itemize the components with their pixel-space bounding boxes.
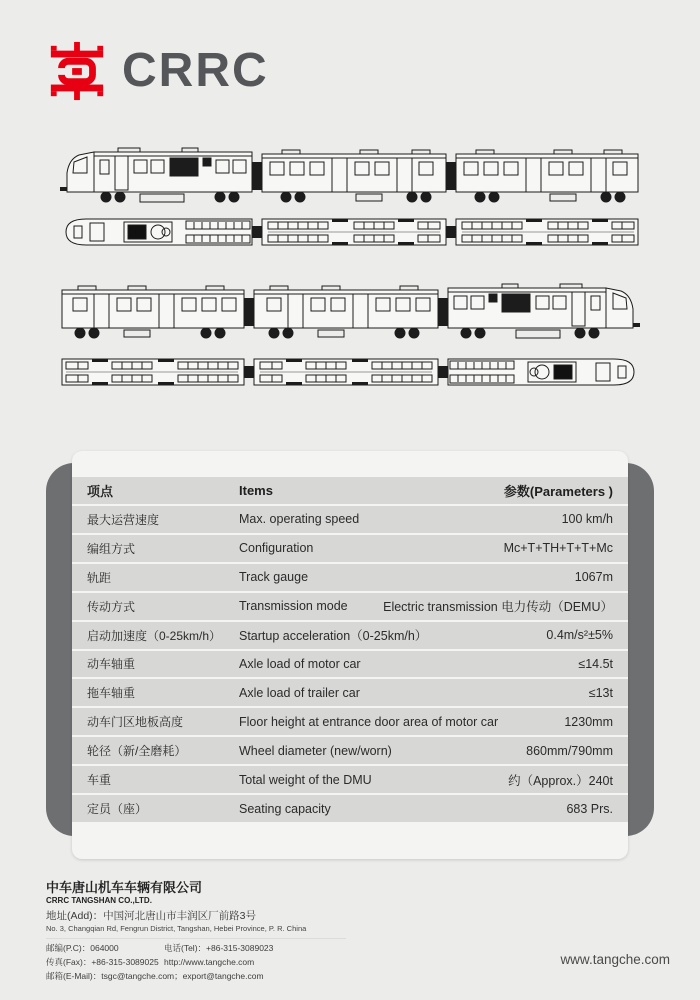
telephone: 电话(Tel)：+86-315-3089023 [164,943,274,953]
train-side-view-nose-right [60,278,640,342]
train-plan-view-nose-right [60,352,640,392]
row-label-en: Configuration [239,541,314,556]
row-value: 1230mm [564,714,613,729]
address-en: No. 3, Changqian Rd, Fengrun District, Tangshan, Hebei Province, P. R. China [46,924,307,933]
footer-contact-line [46,956,346,969]
row-label-cn: 动车轴重 [87,657,136,672]
row-label-cn: 定员（座） [87,802,148,817]
table-row [72,735,628,764]
table-row [72,562,628,591]
table-row [72,793,628,822]
table-row [72,504,628,533]
row-label-en: Total weight of the DMU [239,772,372,787]
row-label-en: Max. operating speed [239,512,360,527]
row-label-cn: 传动方式 [87,599,136,614]
row-value: 860mm/790mm [526,743,613,758]
row-value: Mc+T+TH+T+T+Mc [503,541,613,556]
row-label-en: Wheel diameter (new/worn) [239,743,392,758]
row-label-en: Seating capacity [239,801,331,816]
company-name-cn: 中车唐山机车车辆有限公司 [46,880,203,895]
row-label-cn: 轮径（新/全磨耗） [87,744,187,759]
table-row [72,677,628,706]
site-url-bottom-right: www.tangche.com [560,952,670,967]
table-header-row [72,477,628,504]
header-parameters: 参数(Parameters ) [503,483,613,499]
row-value: 约（Approx.）240t [508,773,613,788]
train-plan-view-nose-left [60,212,640,252]
brand-wordmark: CRRC [122,44,269,97]
header-item-en: Items [239,482,273,498]
row-label-cn: 编组方式 [87,541,136,556]
row-label-cn: 轨距 [87,570,112,585]
table-row [72,649,628,678]
row-value: ≤14.5t [578,656,613,671]
row-label-en: Transmission mode [239,599,348,614]
row-label-cn: 启动加速度（0-25km/h） [87,628,222,643]
company-name-en: CRRC TANGSHAN CO.,LTD. [46,896,152,905]
footer [46,880,346,983]
row-label-cn: 车重 [87,773,112,788]
postcode: 邮编(P.C)：064000 [46,943,119,953]
table-row [72,591,628,620]
row-label-en: Axle load of motor car [239,656,361,671]
row-label-en: Startup acceleration（0-25km/h） [239,629,428,644]
row-label-cn: 动车门区地板高度 [87,715,184,730]
row-value: 100 km/h [561,512,613,527]
row-label-en: Axle load of trailer car [239,685,360,700]
spec-table [72,477,628,822]
email: 邮箱(E-Mail)：tsgc@tangche.com；export@tangche.com [46,971,264,981]
row-label-cn: 拖车轴重 [87,686,136,701]
table-row [72,620,628,649]
table-row [72,533,628,562]
row-value: 0.4m/s²±5% [546,628,613,643]
row-value: ≤13t [588,685,613,700]
website-url: http://www.tangche.com [164,957,255,967]
row-value: 1067m [574,570,613,585]
footer-contact-line [46,970,346,983]
row-label-en: Floor height at entrance door area of motor car [239,714,499,729]
row-label-en: Track gauge [239,570,309,585]
row-value: Electric transmission 电力传动（DEMU） [383,600,613,615]
header-item-cn: 项点 [87,483,114,499]
row-value: 683 Prs. [566,801,613,816]
crrc-logo-icon [46,40,108,102]
footer-divider [46,938,346,939]
footer-contact-line [46,942,346,955]
brand-logo [46,40,269,102]
address-cn: 地址(Add)：中国河北唐山市丰润区厂前路3号 [46,910,257,922]
row-label-cn: 最大运营速度 [87,512,160,527]
table-row [72,764,628,793]
fax: 传真(Fax)：+86-315-3089025 [46,957,159,967]
train-side-view-nose-left [60,142,640,206]
table-row [72,706,628,735]
